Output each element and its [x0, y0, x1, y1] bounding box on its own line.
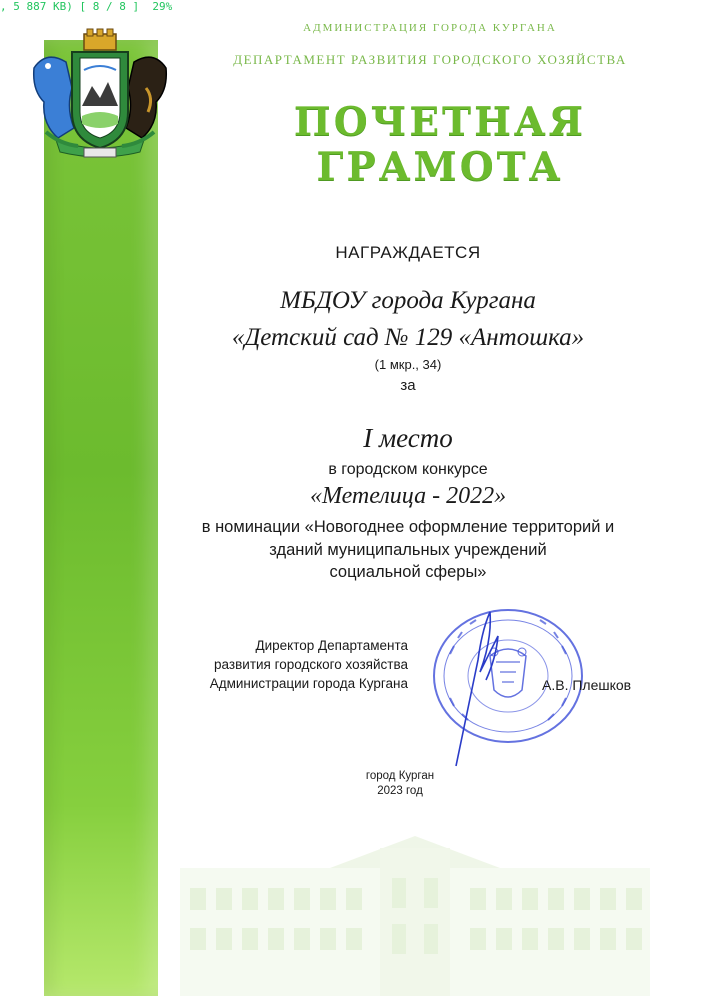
- awarded-label: НАГРАЖДАЕТСЯ: [335, 243, 481, 262]
- organization-line-2: «Детский сад № 129 «Антошка»: [231, 324, 585, 351]
- administration-header: АДМИНИСТРАЦИЯ ГОРОДА КУРГАНА: [303, 22, 557, 34]
- for-label: за: [400, 377, 416, 394]
- green-stripe: [44, 40, 158, 996]
- nomination-line-2: зданий муниципальных учреждений: [269, 541, 547, 559]
- title-line-1: ПОЧЕТНАЯ: [293, 99, 587, 145]
- city-administration-building-watermark-icon: [180, 828, 650, 996]
- award-place: I место: [363, 423, 453, 453]
- year-label: 2023 год: [377, 785, 423, 797]
- coat-of-arms-icon: [26, 28, 174, 162]
- city-label: город Курган: [365, 770, 435, 782]
- signer-name: А.В. Плешков: [542, 677, 632, 693]
- signer-position-line-1: Директор Департамента: [255, 638, 408, 653]
- handwritten-signature-icon: [440, 600, 520, 770]
- contest-name: «Метелица - 2022»: [309, 483, 507, 509]
- department-header: ДЕПАРТАМЕНТ РАЗВИТИЯ ГОРОДСКОГО ХОЗЯЙСТВА: [233, 52, 627, 67]
- signer-position-line-2: развития городского хозяйства: [214, 657, 408, 672]
- nomination-line-3: социальной сферы»: [329, 563, 487, 581]
- title-line-2: ГРАМОТА: [316, 144, 564, 190]
- viewer-status: , 5 887 KB) [ 8 / 8 ] 29%: [0, 0, 173, 13]
- signer-position-line-3: Администрации города Кургана: [209, 676, 408, 691]
- organization-address: (1 мкр., 34): [374, 357, 442, 372]
- nomination-line-1: в номинации «Новогоднее оформление территорий и: [201, 518, 615, 536]
- organization-line-1: МБДОУ города Кургана: [280, 287, 536, 314]
- contest-intro: в городском конкурсе: [328, 461, 488, 478]
